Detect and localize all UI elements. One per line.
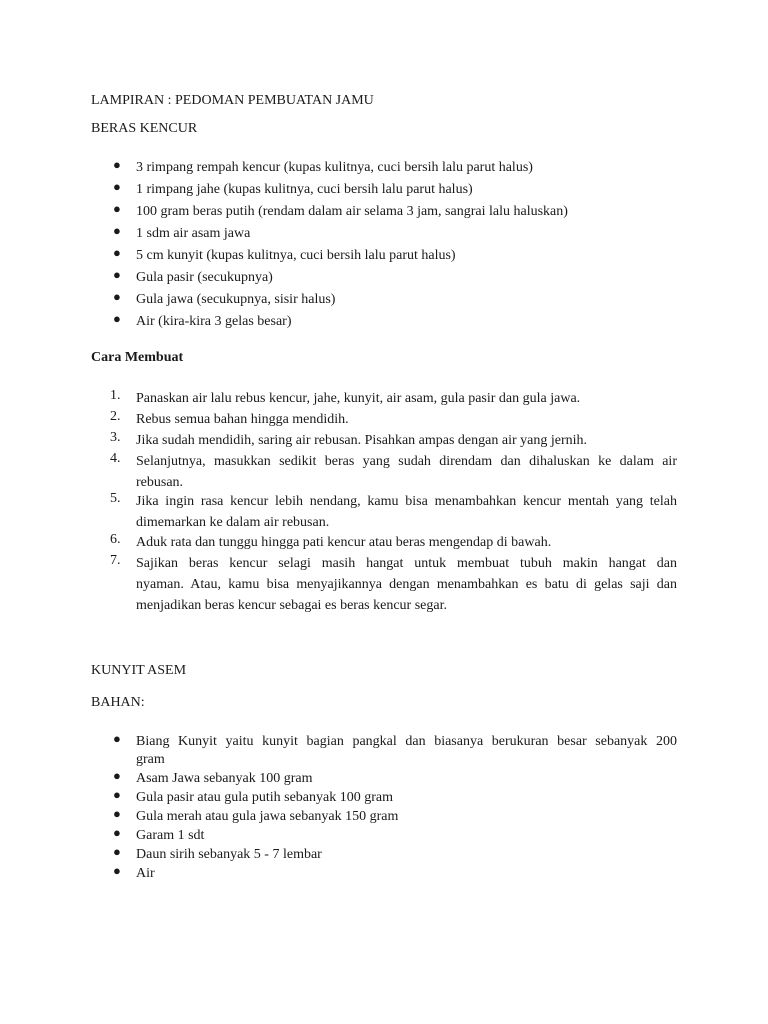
bullet-icon: ● bbox=[113, 787, 121, 802]
bullet-icon: ● bbox=[113, 311, 121, 326]
section-title-kunyit-asem: KUNYIT ASEM bbox=[91, 663, 187, 678]
bullet-icon: ● bbox=[113, 844, 121, 859]
section-title-beras-kencur: BERAS KENCUR bbox=[91, 121, 198, 136]
bullet-icon: ● bbox=[113, 863, 121, 878]
bullet-icon: ● bbox=[113, 157, 121, 172]
bullet-icon: ● bbox=[113, 201, 121, 216]
bullet-icon: ● bbox=[113, 267, 121, 282]
bullet-icon: ● bbox=[113, 223, 121, 238]
bullet-icon: ● bbox=[113, 825, 121, 840]
page-heading: LAMPIRAN : PEDOMAN PEMBUATAN JAMU bbox=[91, 93, 374, 108]
bullet-icon: ● bbox=[113, 806, 121, 821]
bullet-icon: ● bbox=[113, 245, 121, 260]
bullet-icon: ● bbox=[113, 731, 121, 746]
bullet-icon: ● bbox=[113, 289, 121, 304]
document-page: LAMPIRAN : PEDOMAN PEMBUATAN JAMU BERAS KENCUR ● 3 rimpang rempah kencur (kupas kulitnya, cuci bersih lalu parut halus) ● 1 rimpang jahe (kupas kulitnya, cuci bersih lalu parut halus) ● 100 gram beras putih (rendam dalam air selama 3 jam, sangrai lalu haluskan) ● 1 sdm air asam jawa ● 5 cm kunyit (kupas kulitnya, cuci bersih lalu parut halus) ● Gula pasir (secukupnya) ● Gula jawa (secukupnya, sisir halus) ● Air (kira-kira 3 gelas besar) Cara Membuat 1. Panaskan air lalu rebus kencur, jahe, kunyit, air asam, gula pasir dan gula jawa. 2. Rebus semua bahan hingga mendidih. 3. Jika sudah mendidih, saring air rebusan. Pisahkan ampas dengan air yang jernih. 4. Selanjutnya, masukkan sedikit beras yang sudah direndam dan dihaluskan ke dalam air rebusan. 5. Jika ingin rasa kencur lebih nendang, kamu bisa menambahkan kencur mentah yang telah dimemarkan ke dalam air rebusan. 6. Aduk rata dan tunggu hingga pati kencur atau beras mengendap di bawah. 7. Sajikan beras kencur selagi masih hangat untuk membuat tubuh makin hangat dan nyaman. Atau, kamu bisa menyajikannya dengan menambahkan es batu di gelas saji dan menjadikan beras kencur sebagai es beras kencur segar. KUNYIT ASEM BAHAN: ● Biang Kunyit yaitu kunyit bagian pangkal dan biasanya berukuran besar sebanyak 200 gram ● Asam Jawa sebanyak 100 gram ● Gula pasir atau gula putih sebanyak 100 gram ● Gula merah atau gula jawa sebanyak 150 gram ● Garam 1 sdt ● Daun sirih sebanyak 5 - 7 lembar ● Air bbox=[91, 93, 677, 881]
method-heading: Cara Membuat bbox=[91, 350, 184, 365]
bullet-icon: ● bbox=[113, 179, 121, 194]
bullet-icon: ● bbox=[113, 768, 121, 783]
bahan-label: BAHAN: bbox=[91, 695, 145, 710]
